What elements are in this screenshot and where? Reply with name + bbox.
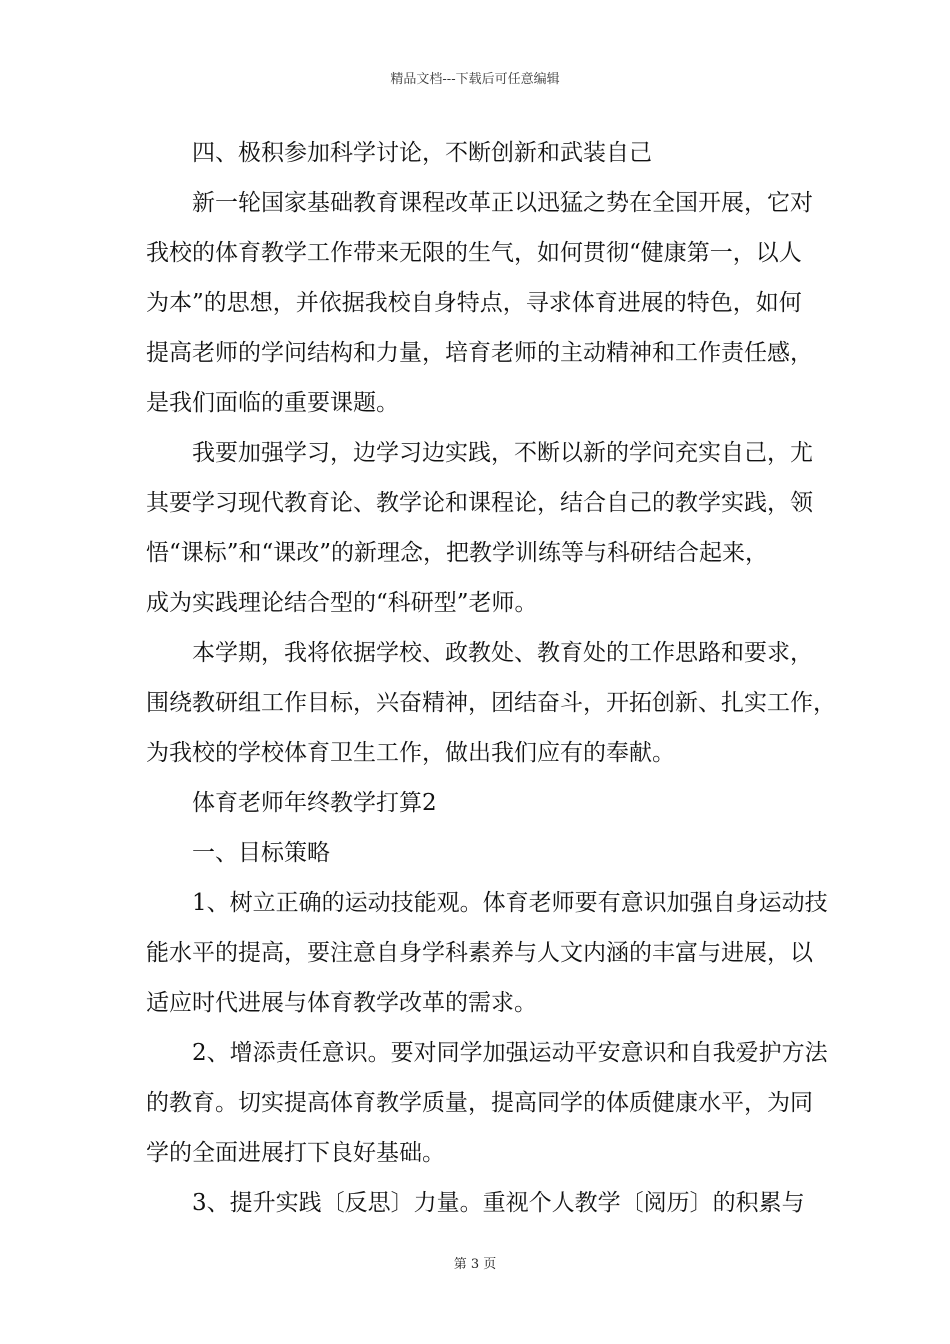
section-heading: 一、目标策略	[192, 840, 330, 866]
text-line: 新一轮国家基础教育课程改革正以迅猛之势在全国开展，它对	[192, 190, 813, 216]
page-number: 第 3 页	[453, 1257, 497, 1272]
text-line: 成为实践理论结合型的“科研型”老师。	[146, 590, 538, 616]
text-line: 1、树立正确的运动技能观。体育老师要有意识加强自身运动技	[192, 890, 828, 916]
text-line: 本学期，我将依据学校、政教处、教育处的工作思路和要求，	[192, 640, 813, 666]
document-body	[146, 128, 836, 1228]
text-line: 适应时代进展与体育教学改革的需求。	[146, 990, 537, 1016]
text-line: 提高老师的学问结构和力量，培育老师的主动精神和工作责任感，	[146, 340, 813, 366]
text-line: 四、极积参加科学讨论，不断创新和武装自己	[192, 140, 652, 166]
section-title: 体育老师年终教学打算2	[192, 790, 437, 816]
page-header: 精品文档---下载后可任意编辑	[390, 72, 560, 87]
text-line: 3、提升实践〔反思〕力量。重视个人教学〔阅历〕的积累与	[192, 1190, 805, 1216]
text-line: 其要学习现代教育论、教学论和课程论，结合自己的教学实践，领	[146, 490, 813, 516]
text-line: 为本”的思想，并依据我校自身特点，寻求体育进展的特色，如何	[146, 290, 802, 316]
text-line: 是我们面临的重要课题。	[146, 390, 399, 416]
text-line: 为我校的学校体育卫生工作，做出我们应有的奉献。	[146, 740, 675, 766]
text-line: 2、增添责任意识。要对同学加强运动平安意识和自我爱护方法	[192, 1040, 828, 1066]
text-line: 我要加强学习，边学习边实践，不断以新的学问充实自己，尤	[192, 440, 813, 466]
text-line: 我校的体育教学工作带来无限的生气，如何贯彻“健康第一，以人	[146, 240, 802, 266]
text-line: 围绕教研组工作目标，兴奋精神，团结奋斗，开拓创新、扎实工作，	[146, 690, 836, 716]
text-line: 的教育。切实提高体育教学质量，提高同学的体质健康水平，为同	[146, 1090, 813, 1116]
text-line: 能水平的提高，要注意自身学科素养与人文内涵的丰富与进展，以	[146, 940, 813, 966]
text-line: 悟“课标”和“课改”的新理念，把教学训练等与科研结合起来，	[146, 540, 769, 566]
text-line: 学的全面进展打下良好基础。	[146, 1140, 445, 1166]
